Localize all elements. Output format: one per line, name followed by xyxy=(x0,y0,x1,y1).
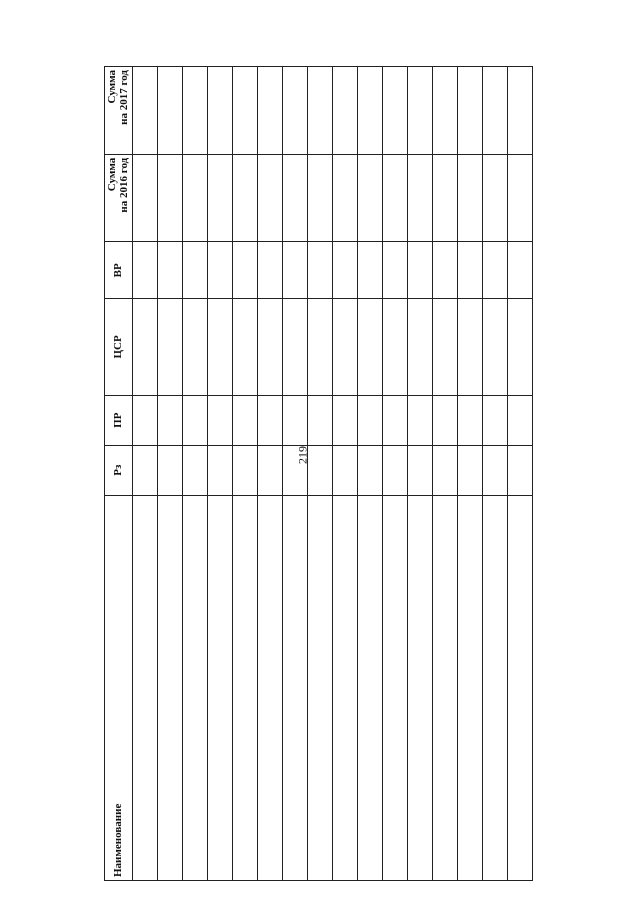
cell-csr xyxy=(483,299,508,396)
table-row xyxy=(358,67,383,881)
header-rz: Рз xyxy=(105,445,133,495)
cell-name xyxy=(233,495,258,880)
cell-csr xyxy=(158,299,183,396)
cell-sum-2016 xyxy=(358,154,383,242)
table-row xyxy=(433,67,458,881)
cell-name xyxy=(408,495,433,880)
cell-pr xyxy=(233,395,258,445)
cell-name xyxy=(208,495,233,880)
cell-rz xyxy=(283,445,308,495)
cell-vr xyxy=(133,242,158,299)
table-header-row xyxy=(105,67,133,881)
cell-vr xyxy=(508,242,533,299)
document-table-area xyxy=(104,66,524,881)
cell-pr xyxy=(433,395,458,445)
cell-pr xyxy=(208,395,233,445)
table-row xyxy=(508,67,533,881)
header-vr: ВР xyxy=(105,242,133,299)
cell-name xyxy=(158,495,183,880)
cell-vr xyxy=(458,242,483,299)
cell-sum-2017 xyxy=(208,67,233,155)
cell-name xyxy=(508,495,533,880)
cell-sum-2016 xyxy=(508,154,533,242)
cell-pr xyxy=(308,395,333,445)
cell-pr xyxy=(258,395,283,445)
cell-pr xyxy=(383,395,408,445)
header-pr: ПР xyxy=(105,395,133,445)
cell-sum-2017 xyxy=(333,67,358,155)
cell-csr xyxy=(408,299,433,396)
cell-csr xyxy=(208,299,233,396)
cell-rz xyxy=(483,445,508,495)
cell-sum-2016 xyxy=(208,154,233,242)
cell-csr xyxy=(258,299,283,396)
cell-sum-2017 xyxy=(233,67,258,155)
table-wrapper xyxy=(104,66,524,881)
table-row xyxy=(283,67,308,881)
cell-sum-2017 xyxy=(133,67,158,155)
cell-rz xyxy=(458,445,483,495)
cell-pr xyxy=(408,395,433,445)
budget-table xyxy=(104,66,533,881)
header-name: Наименование xyxy=(105,495,133,880)
cell-sum-2016 xyxy=(183,154,208,242)
cell-sum-2016 xyxy=(433,154,458,242)
cell-sum-2017 xyxy=(383,67,408,155)
cell-pr xyxy=(333,395,358,445)
cell-name xyxy=(458,495,483,880)
cell-csr xyxy=(133,299,158,396)
cell-name xyxy=(133,495,158,880)
cell-sum-2016 xyxy=(483,154,508,242)
cell-name xyxy=(283,495,308,880)
cell-sum-2016 xyxy=(408,154,433,242)
cell-rz xyxy=(408,445,433,495)
cell-csr xyxy=(283,299,308,396)
cell-sum-2017 xyxy=(508,67,533,155)
cell-vr xyxy=(408,242,433,299)
cell-pr xyxy=(508,395,533,445)
cell-pr xyxy=(158,395,183,445)
table-body xyxy=(133,67,533,881)
cell-sum-2016 xyxy=(133,154,158,242)
cell-vr xyxy=(333,242,358,299)
cell-csr xyxy=(508,299,533,396)
cell-sum-2017 xyxy=(458,67,483,155)
table-row xyxy=(408,67,433,881)
table-row xyxy=(258,67,283,881)
cell-vr xyxy=(308,242,333,299)
cell-sum-2017 xyxy=(483,67,508,155)
table-row xyxy=(458,67,483,881)
table-row xyxy=(158,67,183,881)
cell-name xyxy=(183,495,208,880)
table-row xyxy=(308,67,333,881)
cell-rz xyxy=(358,445,383,495)
cell-rz xyxy=(258,445,283,495)
table-row xyxy=(183,67,208,881)
cell-csr xyxy=(333,299,358,396)
header-csr: ЦСР xyxy=(105,299,133,396)
cell-vr xyxy=(258,242,283,299)
cell-name xyxy=(358,495,383,880)
cell-csr xyxy=(433,299,458,396)
cell-vr xyxy=(183,242,208,299)
cell-vr xyxy=(483,242,508,299)
cell-sum-2017 xyxy=(408,67,433,155)
cell-sum-2016 xyxy=(158,154,183,242)
cell-rz xyxy=(383,445,408,495)
cell-sum-2016 xyxy=(308,154,333,242)
cell-rz xyxy=(333,445,358,495)
table-row xyxy=(233,67,258,881)
cell-name xyxy=(383,495,408,880)
cell-name xyxy=(433,495,458,880)
cell-sum-2016 xyxy=(333,154,358,242)
table-row xyxy=(483,67,508,881)
cell-rz xyxy=(508,445,533,495)
cell-rz xyxy=(433,445,458,495)
cell-sum-2016 xyxy=(283,154,308,242)
cell-csr xyxy=(358,299,383,396)
table-row xyxy=(333,67,358,881)
cell-pr xyxy=(483,395,508,445)
cell-rz xyxy=(183,445,208,495)
cell-rz xyxy=(308,445,333,495)
header-sum-2017: Сумма на 2017 год xyxy=(105,67,133,155)
cell-csr xyxy=(233,299,258,396)
cell-sum-2016 xyxy=(383,154,408,242)
cell-vr xyxy=(433,242,458,299)
table-row xyxy=(133,67,158,881)
cell-vr xyxy=(383,242,408,299)
page-number: 219 xyxy=(295,446,310,464)
cell-sum-2017 xyxy=(433,67,458,155)
table-row xyxy=(383,67,408,881)
cell-csr xyxy=(308,299,333,396)
cell-sum-2016 xyxy=(258,154,283,242)
table-row xyxy=(208,67,233,881)
cell-pr xyxy=(458,395,483,445)
cell-rz xyxy=(133,445,158,495)
cell-pr xyxy=(183,395,208,445)
cell-sum-2016 xyxy=(458,154,483,242)
cell-sum-2017 xyxy=(183,67,208,155)
cell-csr xyxy=(458,299,483,396)
cell-pr xyxy=(358,395,383,445)
cell-name xyxy=(258,495,283,880)
cell-name xyxy=(483,495,508,880)
rotated-table-container xyxy=(104,66,524,881)
cell-pr xyxy=(133,395,158,445)
cell-vr xyxy=(283,242,308,299)
cell-sum-2017 xyxy=(308,67,333,155)
cell-vr xyxy=(233,242,258,299)
header-sum-2016: Сумма на 2016 год xyxy=(105,154,133,242)
cell-csr xyxy=(383,299,408,396)
cell-sum-2016 xyxy=(233,154,258,242)
cell-rz xyxy=(233,445,258,495)
cell-pr xyxy=(283,395,308,445)
cell-vr xyxy=(208,242,233,299)
cell-sum-2017 xyxy=(358,67,383,155)
cell-name xyxy=(308,495,333,880)
cell-rz xyxy=(158,445,183,495)
cell-sum-2017 xyxy=(283,67,308,155)
cell-vr xyxy=(358,242,383,299)
cell-vr xyxy=(158,242,183,299)
cell-sum-2017 xyxy=(258,67,283,155)
cell-csr xyxy=(183,299,208,396)
cell-rz xyxy=(208,445,233,495)
cell-sum-2017 xyxy=(158,67,183,155)
cell-name xyxy=(333,495,358,880)
